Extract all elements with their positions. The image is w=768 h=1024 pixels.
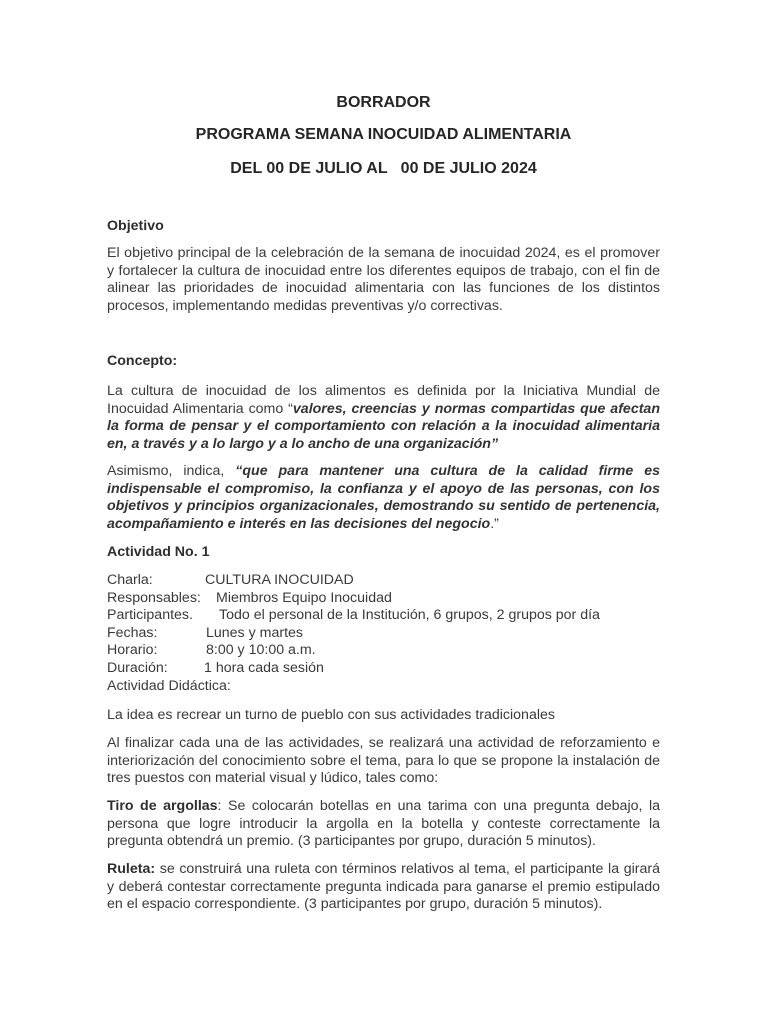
ruleta-paragraph (107, 861, 660, 914)
detail-key: Charla: (107, 572, 153, 588)
detail-value: Lunes y martes (206, 624, 303, 641)
actividad-heading: Actividad No. 1 (107, 544, 210, 560)
tiro-paragraph (107, 798, 660, 851)
objetivo-heading: Objetivo (107, 218, 164, 234)
detail-row-charla (107, 572, 660, 590)
concepto-p1-intro: La cultura de inocuidad de los alimentos es definida por la Iniciativa Mundial de Inocuidad Alimentaria como “ (107, 383, 660, 417)
concepto-p2-end: .” (490, 515, 499, 532)
objetivo-paragraph: El objetivo principal de la celebración de la semana de inocuidad 2024, es el promover y fortalecer la cultura de inocuidad entre los diferentes equipos de trabajo, con el fin de alinear las prioridades de inocuidad alimentaria con las funciones de los distintos procesos, implementando medidas preventivas y/o correctivas. (107, 245, 660, 314)
detail-value: Todo el personal de la Institución, 6 grupos, 2 grupos por día (219, 607, 600, 624)
ruleta-text: se construirá una ruleta con términos relativos al tema, el participante la girará y deberá contestar correctamente pregunta indicada para ganarse el premio estipulado en el espacio correspondiente. (3 participantes por grupo, duración 5 minutos). (107, 861, 660, 913)
tiro-text: : Se colocarán botellas en una tarima con una pregunta debajo, la persona que logre introducir la argolla en la botella y conteste correctamente la pregunta obtendrá un premio. (3 participantes por grupo, duración 5 minutos). (107, 798, 660, 850)
detail-key: Participantes. (107, 607, 193, 624)
date-range-title: DEL 00 DE JULIO AL 00 DE JULIO 2024 (230, 160, 537, 177)
detail-key: Horario: (107, 642, 158, 659)
actividad-details (107, 572, 660, 695)
draft-title: BORRADOR (336, 94, 431, 111)
detail-value: Miembros Equipo Inocuidad (216, 589, 392, 606)
concepto-p2-quote: “que para mantener una cultura de la calidad firme es indispensable el compromiso, la confianza y el apoyo de las personas, con los objetivos y principios organizacionales, demostrando su sentido de pertenencia, acompañamiento e interés en las decisiones del negocio (107, 463, 660, 532)
detail-row-participantes (107, 607, 660, 625)
program-title: PROGRAMA SEMANA INOCUIDAD ALIMENTARIA (195, 126, 572, 143)
detail-row-duracion (107, 660, 660, 678)
finalizar-paragraph: Al finalizar cada una de las actividades, se realizará una actividad de reforzamiento e interiorización del conocimiento sobre el tema, para lo que se propone la instalación de tres puestos con material visual y lúdico, tales como: (107, 735, 660, 787)
detail-key: Responsables: (107, 589, 201, 606)
detail-value: 8:00 y 10:00 a.m. (206, 642, 316, 659)
concepto-heading: Concepto: (107, 353, 178, 369)
detail-value: CULTURA INOCUIDAD (205, 572, 354, 588)
tiro-label: Tiro de argollas (107, 798, 218, 814)
didactica-label (107, 678, 660, 696)
detail-row-horario (107, 642, 660, 660)
didactica-label-text: Actividad Didáctica: (107, 677, 231, 694)
idea-paragraph: La idea es recrear un turno de pueblo con sus actividades tradicionales (107, 707, 555, 723)
detail-value: 1 hora cada sesión (204, 659, 324, 676)
concepto-p1-quote: valores, creencias y normas compartidas que afectan la forma de pensar y el comportamiento con relación a la inocuidad alimentaria en, a través y a lo largo y a lo ancho de una organización” (107, 400, 660, 452)
ruleta-label: Ruleta: (107, 861, 156, 877)
concepto-p2-intro: Asimismo, indica, (107, 463, 236, 479)
concepto-paragraph-2 (107, 463, 660, 533)
detail-row-fechas (107, 625, 660, 643)
detail-key: Duración: (107, 659, 168, 676)
detail-row-responsables (107, 590, 660, 608)
concepto-paragraph-1 (107, 383, 660, 453)
detail-key: Fechas: (107, 624, 158, 641)
